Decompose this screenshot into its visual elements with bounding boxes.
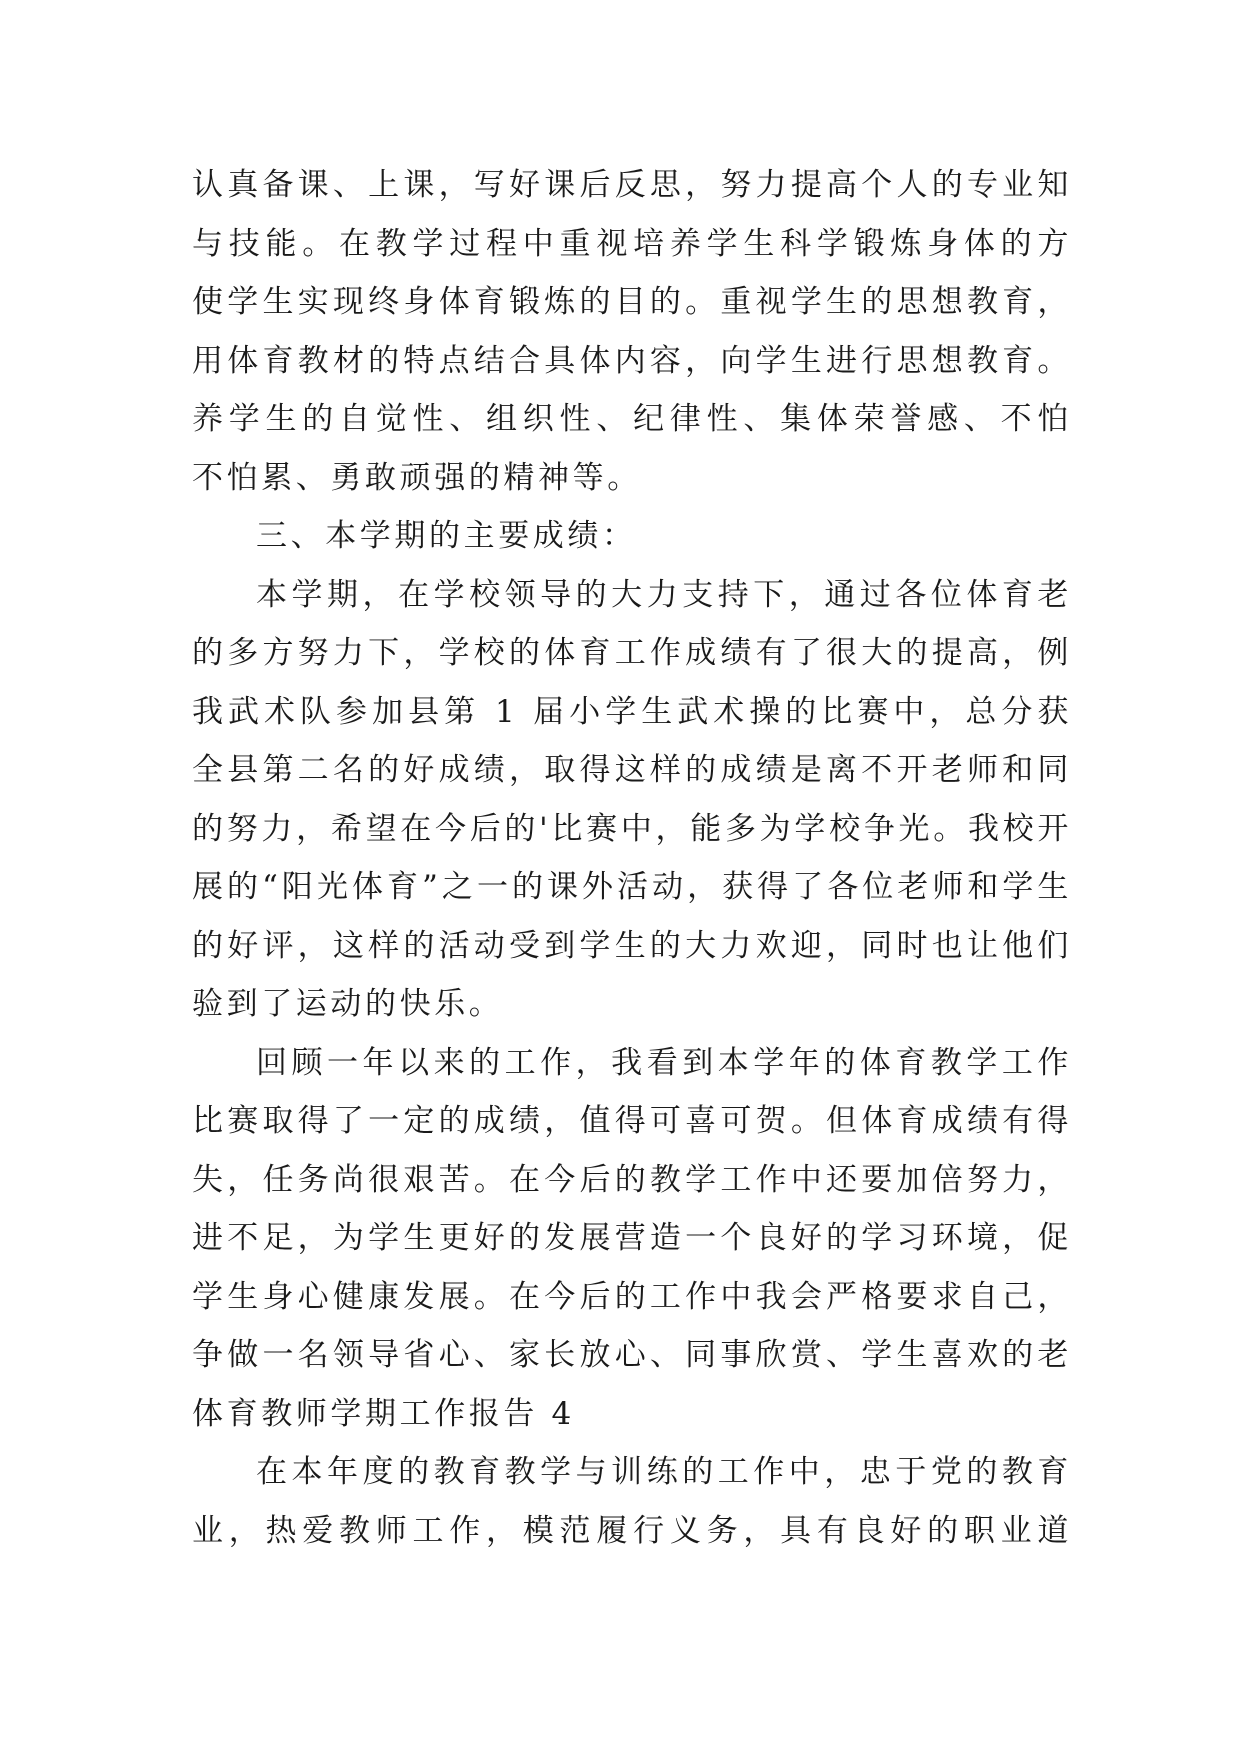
section-heading: 三、本学期的主要成绩： (256, 518, 637, 554)
body-line: 的努力，希望在今后的'比赛中，能多为学校争光。我校开 (192, 810, 1072, 847)
body-line: 的多方努力下，学校的体育工作成绩有了很大的提高，例 (192, 635, 1072, 671)
body-line: 学生身心健康发展。在今后的工作中我会严格要求自己， (192, 1278, 1072, 1315)
body-line: 进不足，为学生更好的发展营造一个良好的学习环境，促 (192, 1220, 1072, 1256)
body-line: 展的“阳光体育”之一的课外活动，获得了各位老师和学生 (192, 869, 1072, 905)
body-line: 比赛取得了一定的成绩，值得可喜可贺。但体育成绩有得 (192, 1103, 1072, 1139)
body-line: 验到了运动的快乐。 (192, 986, 504, 1022)
body-line: 我武术队参加县第 1 届小学生武术操的比赛中，总分获 (192, 693, 1072, 730)
body-line: 使学生实现终身体育锻炼的目的。重视学生的思想教育， (192, 284, 1072, 320)
body-line: 养学生的自觉性、组织性、纪律性、集体荣誉感、不怕 (192, 401, 1072, 437)
body-line: 用体育教材的特点结合具体内容，向学生进行思想教育。 (192, 342, 1072, 379)
body-line: 回顾一年以来的工作，我看到本学年的体育教学工作 (256, 1044, 1072, 1081)
body-line: 的好评，这样的活动受到学生的大力欢迎，同时也让他们 (192, 927, 1072, 964)
body-line: 业，热爱教师工作，模范履行义务，具有良好的职业道 (192, 1512, 1072, 1549)
body-line: 争做一名领导省心、家长放心、同事欣赏、学生喜欢的老 (192, 1337, 1072, 1373)
body-line: 在本年度的教育教学与训练的工作中，忠于党的教育 (256, 1454, 1072, 1490)
body-line: 失，任务尚很艰苦。在今后的教学工作中还要加倍努力， (192, 1161, 1072, 1198)
body-line: 不怕累、勇敢顽强的精神等。 (192, 459, 642, 496)
document-body (192, 156, 1072, 1560)
body-line: 本学期，在学校领导的大力支持下，通过各位体育老 (256, 576, 1072, 613)
body-line: 认真备课、上课，写好课后反思，努力提高个人的专业知 (192, 167, 1072, 203)
body-line: 与技能。在教学过程中重视培养学生科学锻炼身体的方 (192, 225, 1072, 262)
body-line: 全县第二名的好成绩，取得这样的成绩是离不开老师和同 (192, 752, 1072, 788)
report-title: 体育教师学期工作报告 4 (192, 1395, 575, 1432)
